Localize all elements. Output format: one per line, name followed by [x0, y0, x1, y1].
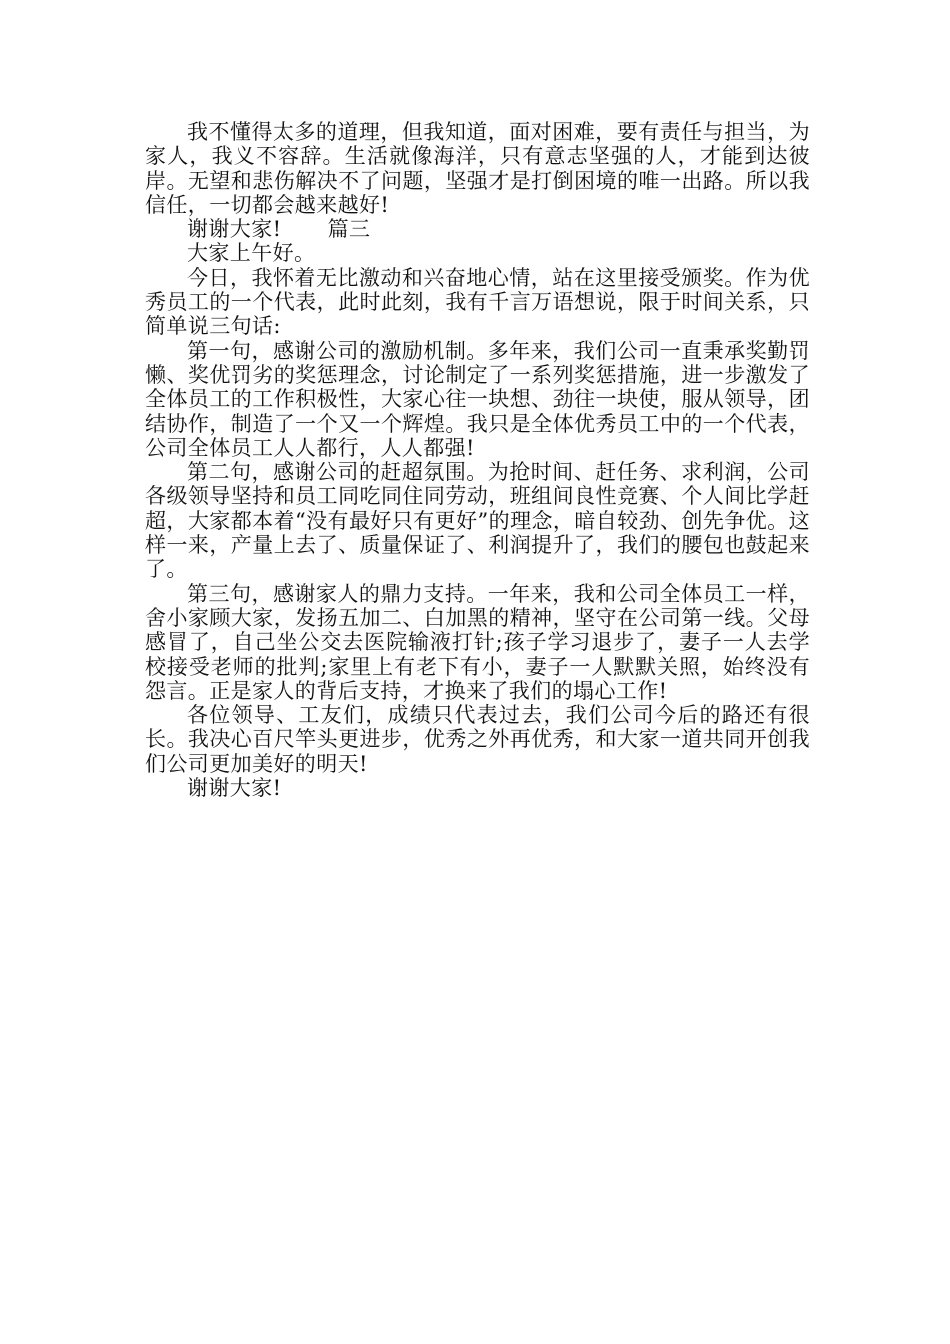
section-label: 篇三	[327, 217, 371, 242]
thanks-text: 谢谢大家!	[187, 217, 282, 242]
paragraph-first-point: 第一句，感谢公司的激励机制。多年来，我们公司一直秉承奖勤罚懒、奖优罚劣的奖惩理念，讨论制定了一系列奖惩措施，进一步激发了全体员工的工作积极性，大家心往一块想、劲往一块使，服从领导，团结协作，制造了一个又一个辉煌。我只是全体优秀员工中的一个代表，公司全体员工人人都行，人人都强!	[145, 338, 810, 460]
thanks-line-with-section	[145, 217, 810, 241]
greeting: 大家上午好。	[187, 241, 316, 266]
document-body	[145, 120, 810, 800]
paragraph-1: 我不懂得太多的道理，但我知道，面对困难，要有责任与担当，为家人，我义不容辞。生活就像海洋，只有意志坚强的人，才能到达彼岸。无望和悲伤解决不了问题，坚强才是打倒困境的唯一出路。所以我信任，一切都会越来越好!	[145, 120, 810, 217]
paragraph-conclusion: 各位领导、工友们，成绩只代表过去，我们公司今后的路还有很长。我决心百尺竿头更进步，优秀之外再优秀，和大家一道共同开创我们公司更加美好的明天!	[145, 703, 810, 776]
paragraph-intro: 今日，我怀着无比激动和兴奋地心情，站在这里接受颁奖。作为优秀员工的一个代表，此时此刻，我有千言万语想说，限于时间关系，只简单说三句话:	[145, 265, 810, 339]
final-thanks: 谢谢大家!	[187, 776, 282, 801]
paragraph-third-point: 第三句，感谢家人的鼎力支持。一年来，我和公司全体员工一样，舍小家顾大家，发扬五加二、白加黑的精神，坚守在公司第一线。父母感冒了，自己坐公交去医院输液打针;孩子学习退步了，妻子一人去学校接受老师的批判;家里上有老下有小，妻子一人默默关照，始终没有怨言。正是家人的背后支持，才换来了我们的塌心工作!	[145, 581, 810, 703]
paragraph-second-point: 第二句，感谢公司的赶超氛围。为抢时间、赶任务、求利润，公司各级领导坚持和员工同吃同住同劳动，班组间良性竞赛、个人间比学赶超，大家都本着“没有最好只有更好”的理念，暗自较劲、创先争优。这样一来，产量上去了、质量保证了、利润提升了，我们的腰包也鼓起来了。	[145, 460, 810, 582]
